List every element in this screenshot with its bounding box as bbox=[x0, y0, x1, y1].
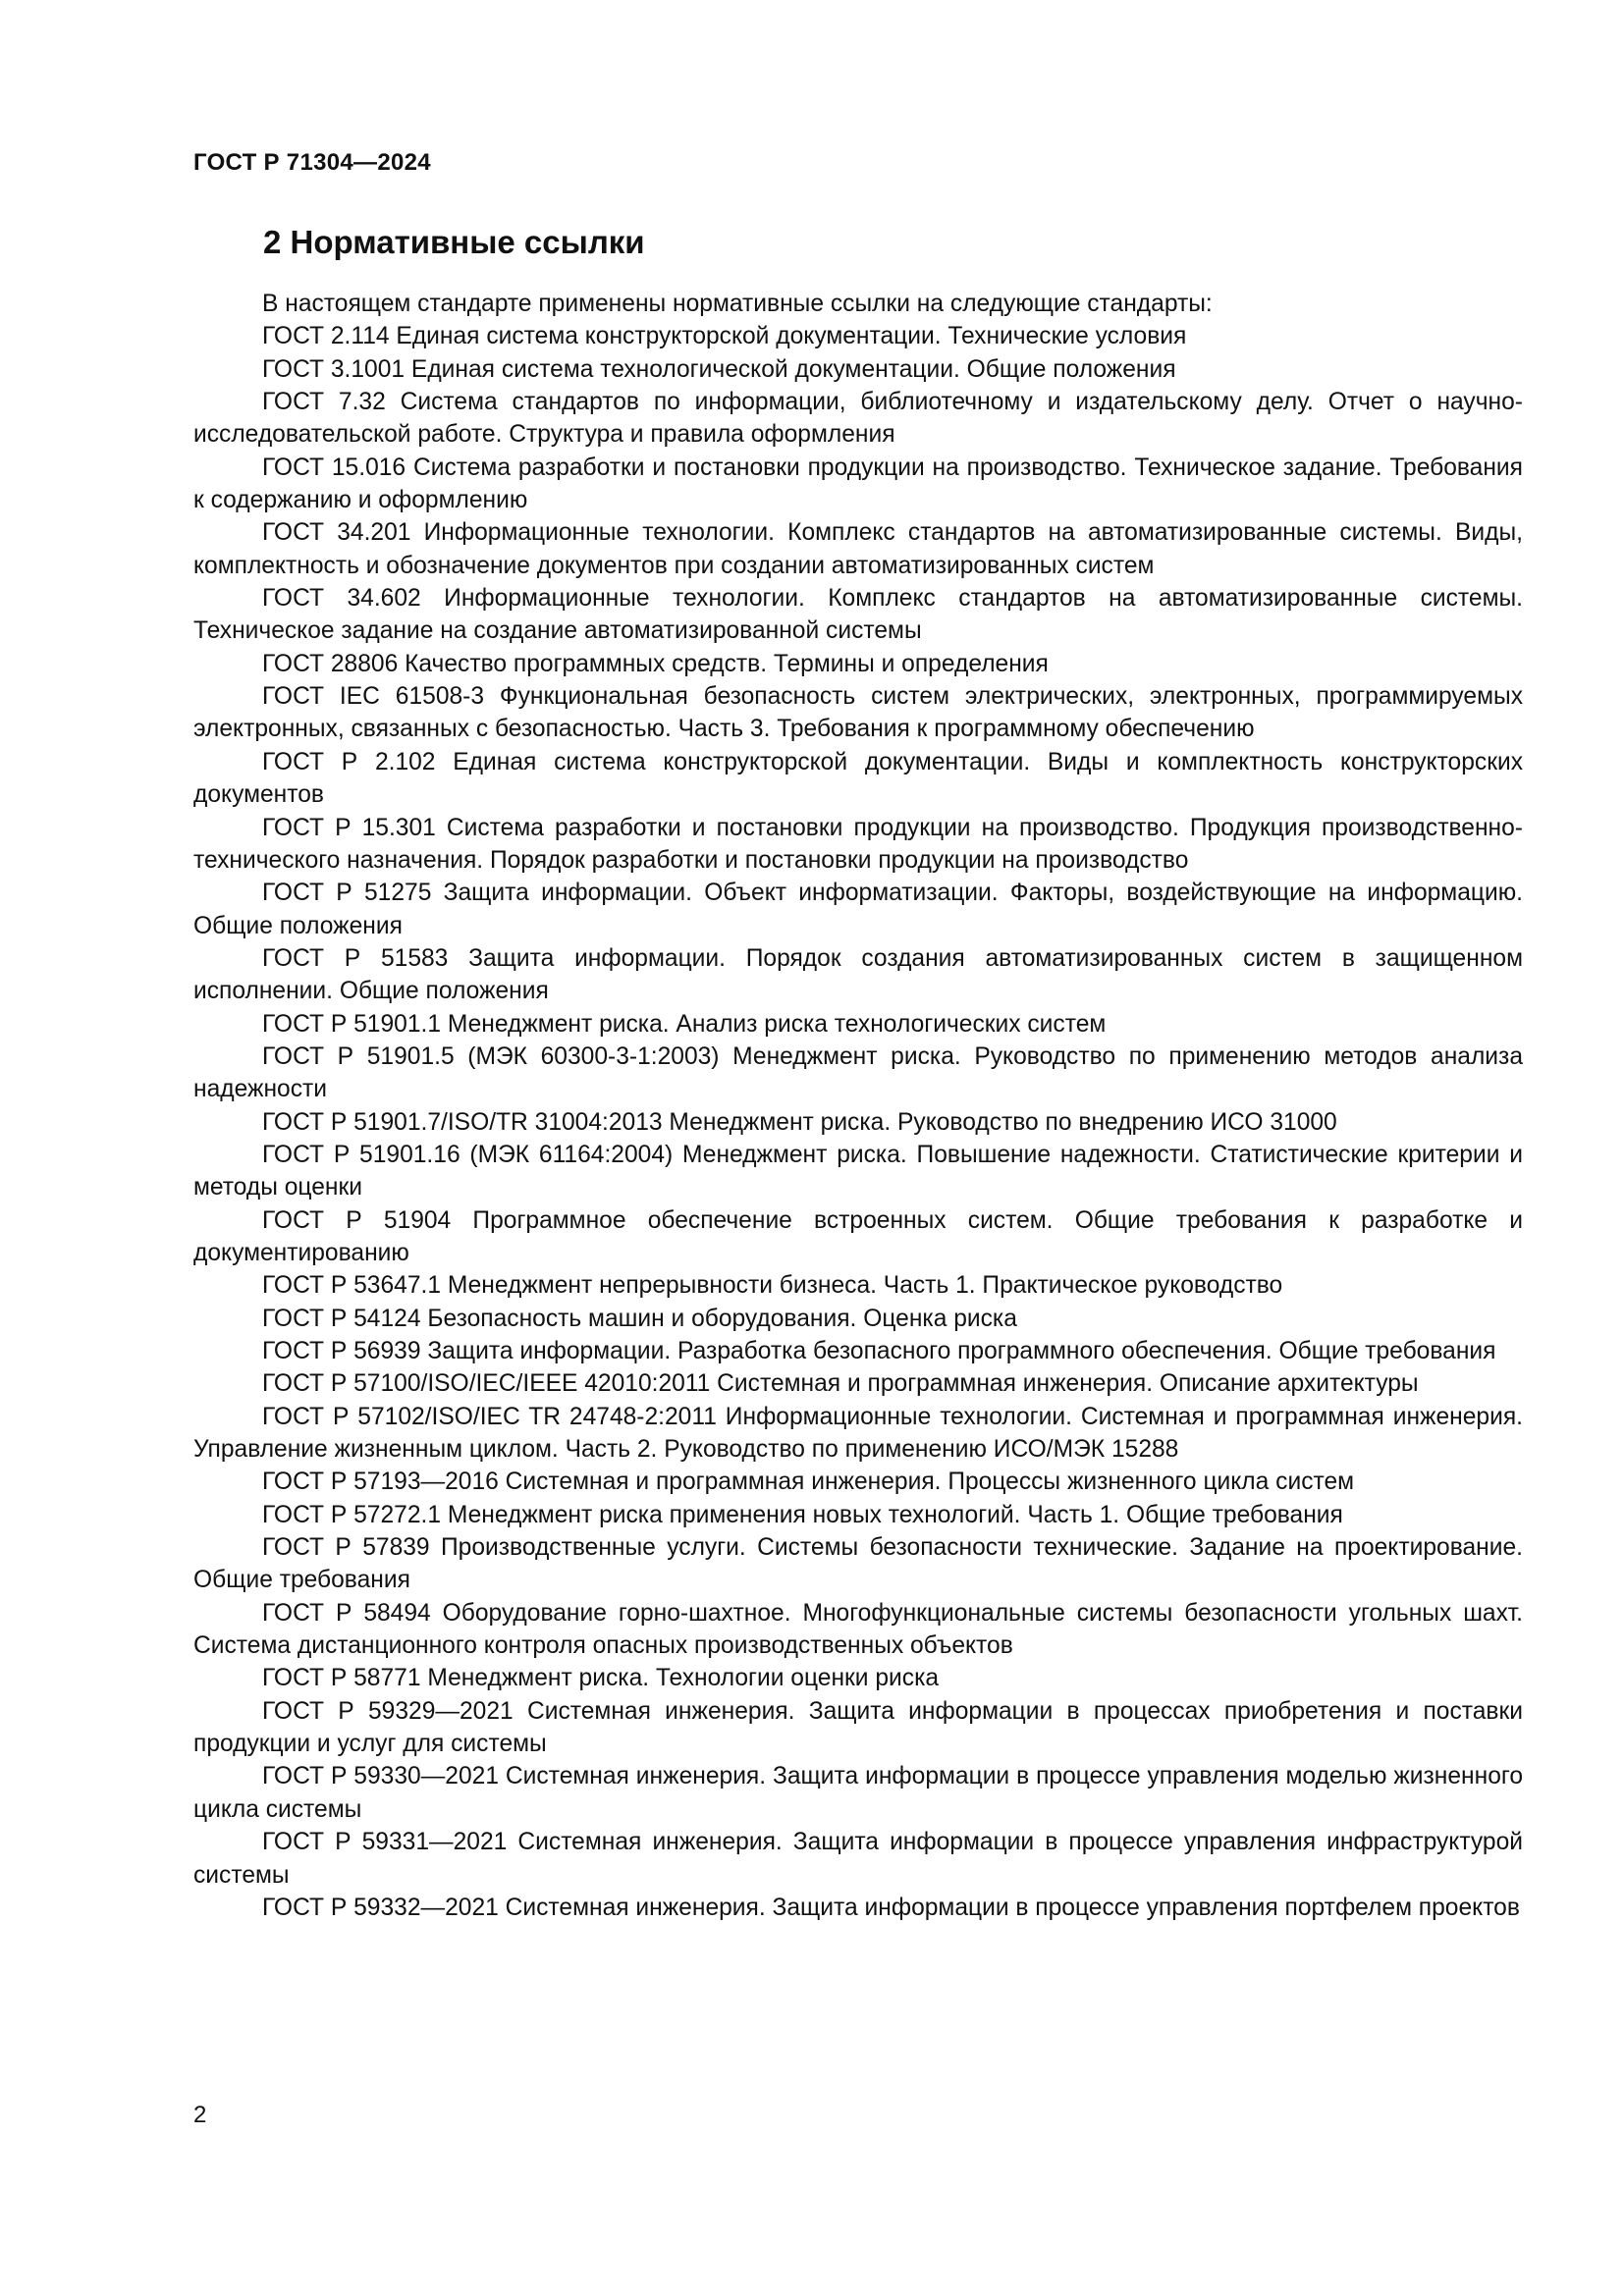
reference-item: ГОСТ Р 57839 Производственные услуги. Системы безопасности технические. Задание на проектирование. Общие требования bbox=[193, 1534, 1523, 1594]
reference-item: ГОСТ Р 57193—2016 Системная и программная инженерия. Процессы жизненного цикла систем bbox=[262, 1468, 1355, 1496]
reference-item: ГОСТ Р 2.102 Единая система конструкторской документации. Виды и комплектность конструкторских документов bbox=[193, 748, 1523, 809]
reference-item: ГОСТ 2.114 Единая система конструкторской документации. Технические условия bbox=[262, 323, 1187, 350]
page-number: 2 bbox=[193, 2102, 207, 2128]
reference-item: ГОСТ IEC 61508-3 Функциональная безопасность систем электрических, электронных, программируемых электронных, связанных с безопасностью. Часть 3. Требования к программному обеспечению bbox=[193, 683, 1523, 743]
reference-item: ГОСТ Р 57102/ISO/IEC TR 24748-2:2011 Информационные технологии. Системная и программная инженерия. Управление жизненным циклом. Часть 2. Руководство по применению ИСО/МЭК 15288 bbox=[193, 1403, 1523, 1464]
reference-item: ГОСТ 3.1001 Единая система технологической документации. Общие положения bbox=[262, 355, 1176, 383]
reference-item: ГОСТ Р 59329—2021 Системная инженерия. Защита информации в процессах приобретения и поставки продукции и услуг для системы bbox=[193, 1697, 1523, 1758]
reference-item: ГОСТ Р 56939 Защита информации. Разработка безопасного программного обеспечения. Общие требования bbox=[262, 1338, 1496, 1364]
reference-item: ГОСТ Р 58771 Менеджмент риска. Технологии оценки риска bbox=[262, 1665, 940, 1692]
reference-item: ГОСТ Р 53647.1 Менеджмент непрерывности бизнеса. Часть 1. Практическое руководство bbox=[262, 1272, 1283, 1300]
reference-item: ГОСТ Р 51901.7/ISO/TR 31004:2013 Менеджмент риска. Руководство по внедрению ИСО 31000 bbox=[262, 1108, 1337, 1136]
document-header: ГОСТ Р 71304—2024 bbox=[193, 149, 431, 176]
reference-item: ГОСТ 7.32 Система стандартов по информации, библиотечному и издательскому делу. Отчет о научно-исследовательской работе. Структура и правила оформления bbox=[193, 389, 1523, 449]
intro-paragraph: В настоящем стандарте применены нормативные ссылки на следующие стандарты: bbox=[262, 291, 1213, 317]
reference-item: ГОСТ 15.016 Система разработки и постановки продукции на производство. Техническое задание. Требования к содержанию и оформлению bbox=[193, 454, 1523, 514]
reference-item: ГОСТ 34.602 Информационные технологии. Комплекс стандартов на автоматизированные системы. Техническое задание на создание автоматизированной системы bbox=[193, 585, 1523, 645]
reference-item: ГОСТ Р 51275 Защита информации. Объект информатизации. Факторы, воздействующие на информацию. Общие положения bbox=[193, 880, 1523, 939]
reference-item: ГОСТ Р 15.301 Система разработки и постановки продукции на производство. Продукция производственно-технического назначения. Порядок разработки и постановки продукции на производство bbox=[193, 814, 1523, 874]
reference-item: ГОСТ Р 57100/ISO/IEC/IEEE 42010:2011 Системная и программная инженерия. Описание архитектуры bbox=[262, 1370, 1419, 1398]
reference-item: ГОСТ Р 58494 Оборудование горно-шахтное. Многофункциональные системы безопасности угольных шахт. Система дистанционного контроля опасных производственных объектов bbox=[193, 1599, 1523, 1660]
reference-item: ГОСТ Р 59330—2021 Системная инженерия. Защита информации в процессе управления моделью жизненного цикла системы bbox=[193, 1763, 1523, 1823]
reference-item: ГОСТ Р 57272.1 Менеджмент риска применения новых технологий. Часть 1. Общие требования bbox=[262, 1501, 1343, 1528]
reference-item: ГОСТ Р 59332—2021 Системная инженерия. Защита информации в процессе управления портфелем проектов bbox=[262, 1894, 1520, 1921]
reference-item: ГОСТ Р 51904 Программное обеспечение встроенных систем. Общие требования к разработке и документированию bbox=[193, 1206, 1523, 1266]
reference-item: ГОСТ Р 51901.5 (МЭК 60300-3-1:2003) Менеджмент риска. Руководство по применению методов анализа надежности bbox=[193, 1042, 1523, 1103]
reference-item: ГОСТ Р 51901.1 Менеджмент риска. Анализ риска технологических систем bbox=[262, 1010, 1107, 1038]
references-body bbox=[193, 288, 1523, 1924]
reference-item: ГОСТ Р 54124 Безопасность машин и оборудования. Оценка риска bbox=[262, 1305, 1017, 1332]
reference-item: ГОСТ Р 59331—2021 Системная инженерия. Защита информации в процессе управления инфраструктурой системы bbox=[193, 1829, 1523, 1889]
reference-item: ГОСТ Р 51583 Защита информации. Порядок создания автоматизированных систем в защищенном исполнении. Общие положения bbox=[193, 944, 1523, 1005]
section-title: 2 Нормативные ссылки bbox=[263, 224, 645, 260]
reference-item: ГОСТ Р 51901.16 (МЭК 61164:2004) Менеджмент риска. Повышение надежности. Статистические критерии и методы оценки bbox=[193, 1141, 1523, 1201]
reference-item: ГОСТ 34.201 Информационные технологии. Комплекс стандартов на автоматизированные системы. Виды, комплектность и обозначение документов при создании автоматизированных систем bbox=[193, 519, 1523, 579]
reference-item: ГОСТ 28806 Качество программных средств. Термины и определения bbox=[262, 650, 1049, 677]
